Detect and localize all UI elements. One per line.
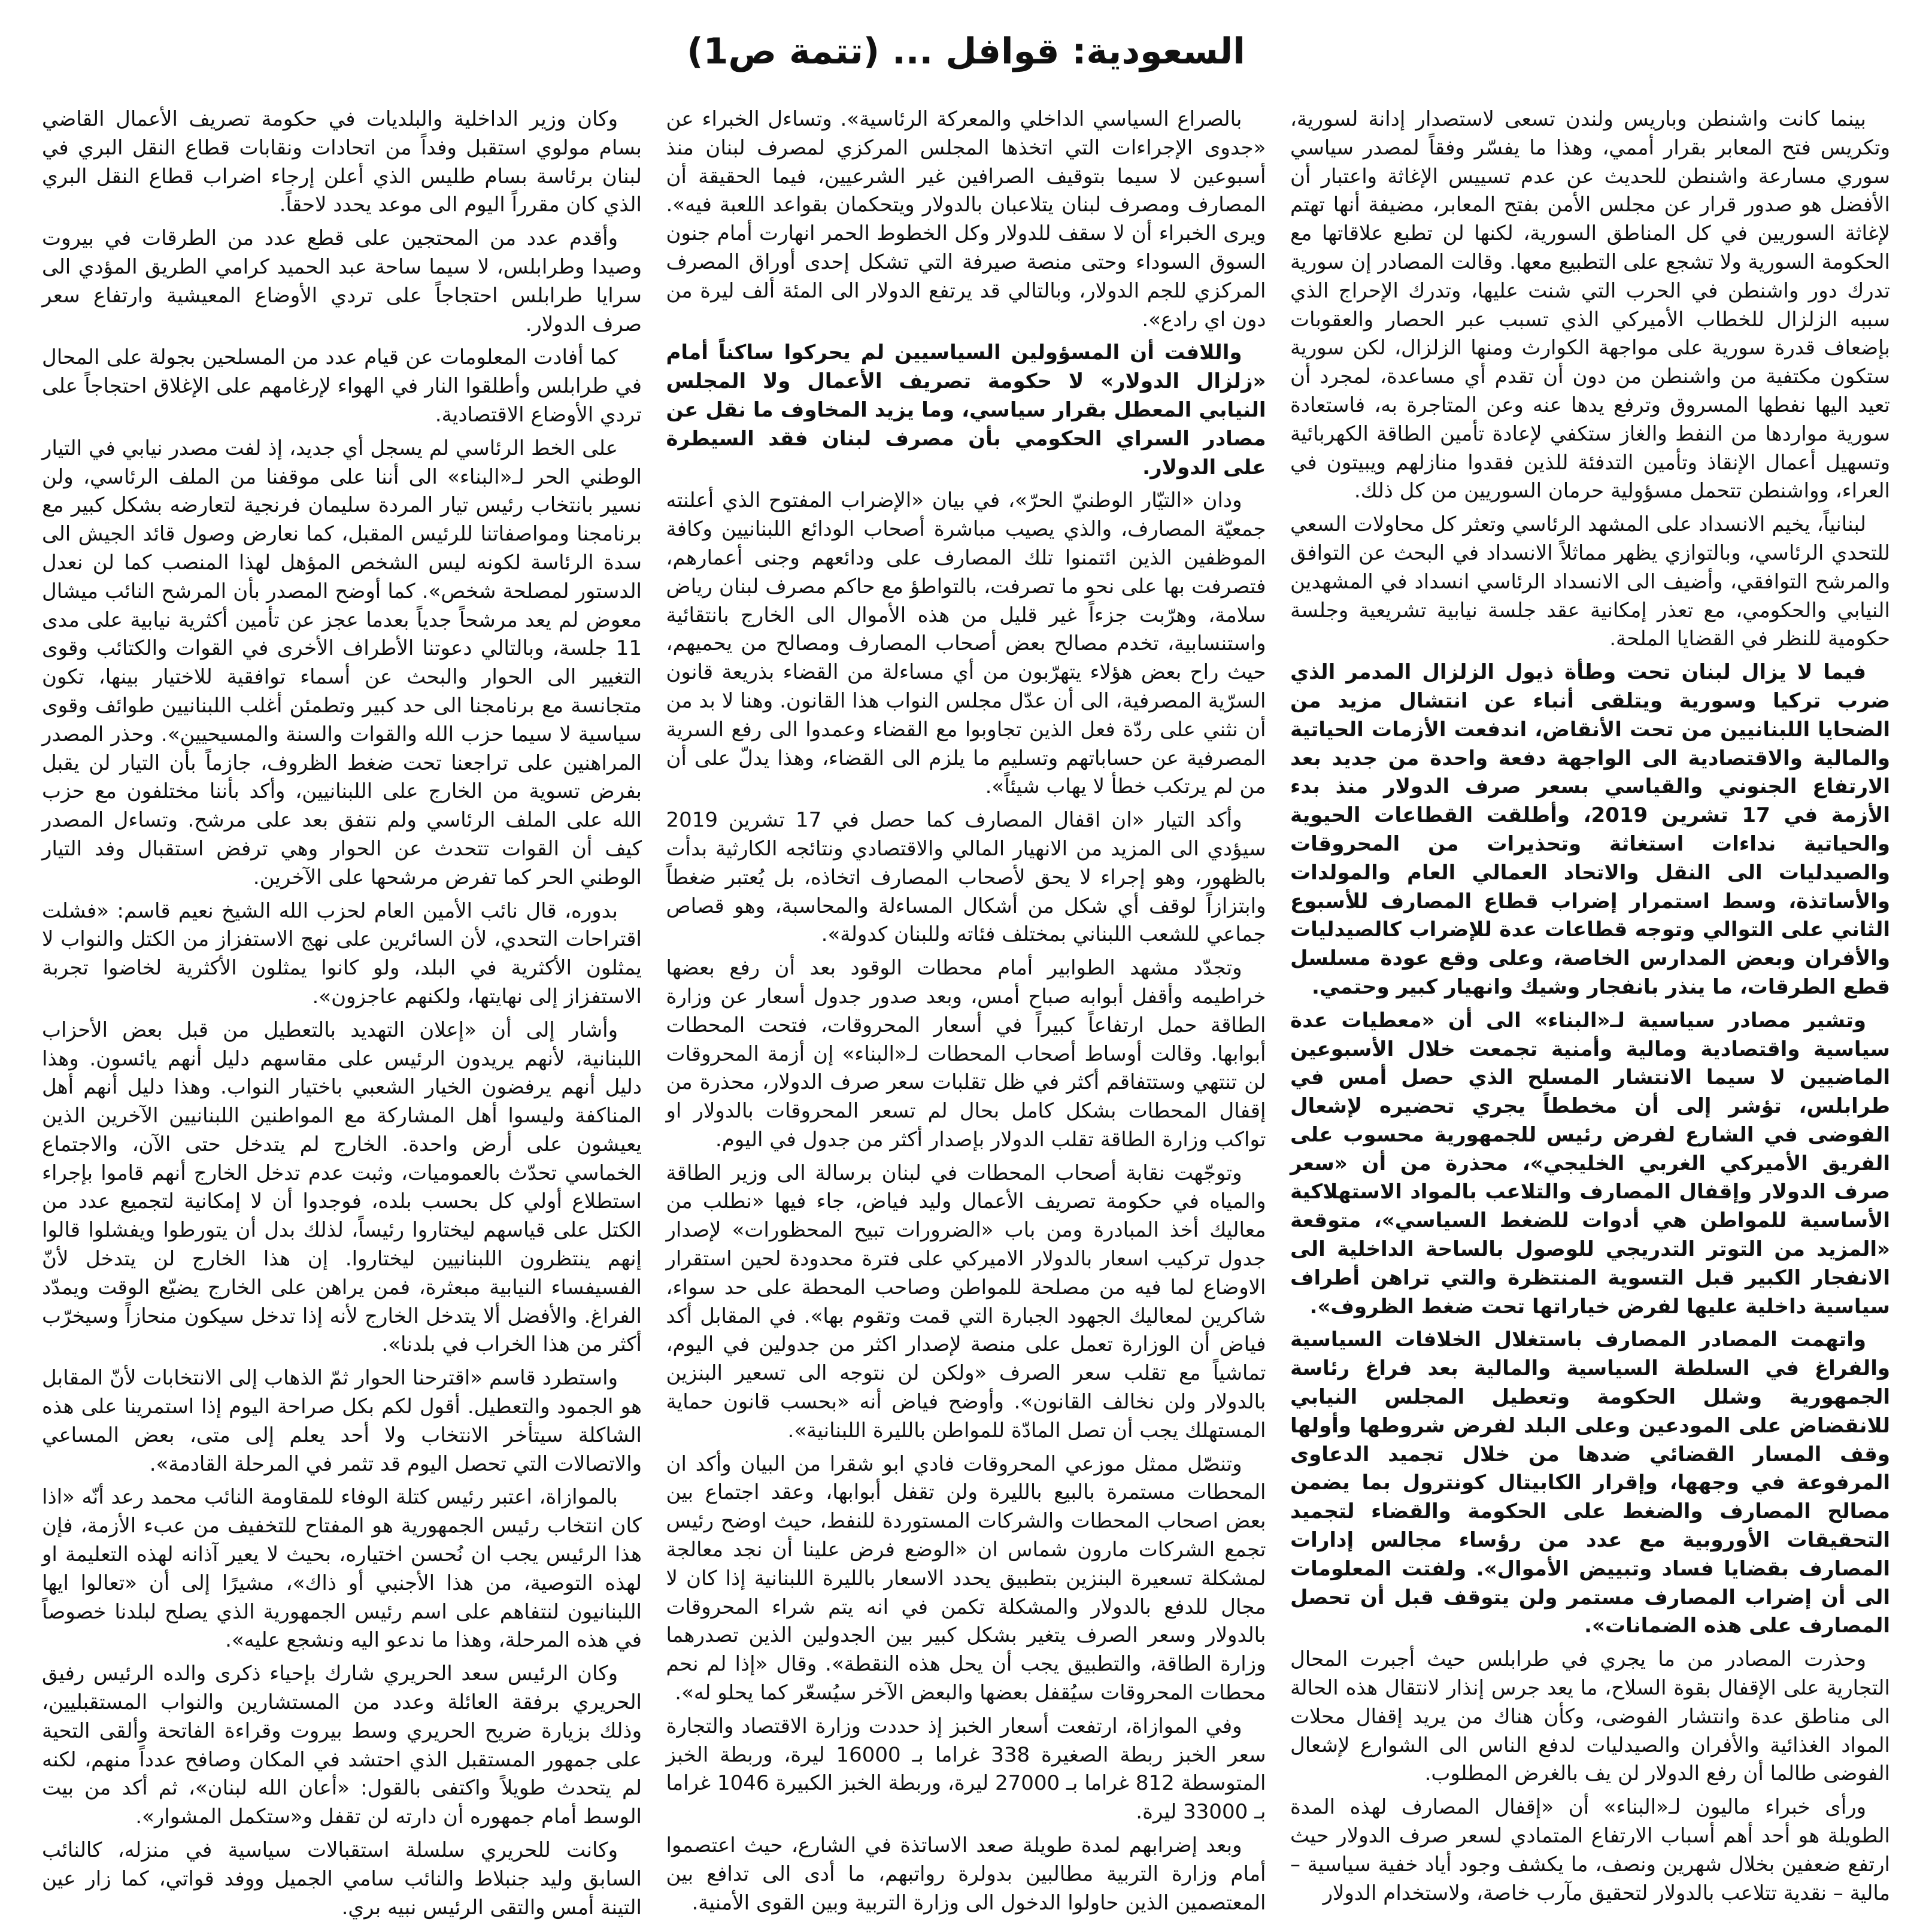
article-paragraph: واتهمت المصادر المصارف باستغلال الخلافات السياسية والفراغ في السلطة السياسية والمالية بعد فراغ رئاسة الجمهورية وشلل الحكومة وتعطيل المجلس النيابي للانقضاض على المودعين وعلى البلد لفرض شروطها وأولها وقف المسار القضائي ضدها من خلال تجميد الدعاوى المرفوعة في وجهها، وإقرار الكابيتال كونترول بما يضمن مصالح المصارف والضغط على الحكومة والقضاء لتجميد التحقيقات الأوروبية مع عدد من رؤساء مجالس إدارات المصارف بقضايا فساد وتبييض الأموال». ولفتت المعلومات الى أن إضراب المصارف مستمر ولن يتوقف قبل أن تحصل المصارف على هذه الضمانات». <box>1290 1328 1890 1638</box>
article-paragraph: وبعد إضرابهم لمدة طويلة صعد الاساتذة في الشارع، حيث اعتصموا أمام وزارة التربية مطالبين بدولرة رواتبهم، ما أدى الى تدافع بين المعتصمين الذين حاولوا الدخول الى وزارة التربية وبين القوى الأمنية. <box>666 1833 1266 1915</box>
article-paragraph: بالصراع السياسي الداخلي والمعركة الرئاسية». وتساءل الخبراء عن «جدوى الإجراءات التي اتخذها المجلس المركزي لمصرف لبنان منذ أسبوعين لا سيما بتوقيف الصرافين غير الشرعيين، فيما الحقيقة أن المصارف ومصرف لبنان يتلاعبان بالدولار ويتحكمان بقواعد اللعبة فيه». ويرى الخبراء أن لا سقف للدولار وكل الخطوط الحمر انهارت أمام جنون السوق السوداء وحتى منصة صيرفة التي تشكل إحدى أوراق المصرف المركزي للجم الدولار، وبالتالي قد يرتفع الدولار الى المئة ألف ليرة من دون اي رادع». <box>666 107 1266 332</box>
article-paragraph: بالموازاة، اعتبر رئيس كتلة الوفاء للمقاومة النائب محمد رعد أنّه «اذا كان انتخاب رئيس الجمهورية هو المفتاح للتخفيف من عبء الأزمة، فإن هذا الرئيس يجب ان نُحسن اختياره، بحيث لا يعير آذانه لهذه التعليمة او لهذه التوصية، من هذا الأجنبي أو ذاك»، مشيرًا إلى أن «تعالوا ايها اللبنانيون لنتفاهم على اسم رئيس الجمهورية الذي يصلح لبلدنا خصوصاً في هذه المرحلة، وهذا ما ندعو اليه ونشجع عليه». <box>42 1485 642 1653</box>
article-column-middle <box>666 105 1266 1915</box>
article-paragraph: واللافت أن المسؤولين السياسيين لم يحركوا ساكناً أمام «زلزال الدولار» لا حكومة تصريف الأعمال ولا المجلس النيابي المعطل بقرار سياسي، وما يزيد المخاوف ما نقل عن مصادر السراي الحكومي بأن مصرف لبنان فقد السيطرة على الدولار. <box>666 341 1266 479</box>
article-column-left <box>42 105 642 1920</box>
article-paragraph: لبنانياً، يخيم الانسداد على المشهد الرئاسي وتعثر كل محاولات السعي للتحدي الرئاسي، وبالتوازي يظهر مماثلاً الانسداد في البحث عن التوافق والمرشح التوافقي، وأضيف الى الانسداد الرئاسي انسداد في المشهدين النيابي والحكومي، مع تعذر إمكانية عقد جلسة نيابية تشريعية وجلسة حكومية للنظر في القضايا الملحة. <box>1290 512 1890 651</box>
article-paragraph: وفي الموازاة، ارتفعت أسعار الخبز إذ حددت وزارة الاقتصاد والتجارة سعر الخبز ربطة الصغيرة 338 غراما بـ 16000 ليرة، وربطة الخبز المتوسطة 812 غراما بـ 27000 ليرة، وربطة الخبز الكبيرة 1046 غراما بـ 33000 ليرة. <box>666 1714 1266 1824</box>
article-paragraph: وأكد التيار «ان اقفال المصارف كما حصل في 17 تشرين 2019 سيؤدي الى المزيد من الانهيار المالي والاقتصادي ونتائجه الكارثية بدأت بالظهور، وهو إجراء لا يحق لأصحاب المصارف اتخاذه، بل يُعتبر ضغطاً وابتزازاً لوقف أي شكل من أشكال المساءلة والمحاسبة، وهو قصاص جماعي للشعب اللبناني بمختلف فئاته وللبنان كدولة». <box>666 808 1266 947</box>
article-paragraph: وأشار إلى أن «إعلان التهديد بالتعطيل من قبل بعض الأحزاب اللبنانية، لأنهم يريدون الرئيس على مقاسهم دليل أنهم يائسون. وهذا دليل أنهم يرفضون الخيار الشعبي باختيار النواب. وهذا دليل أنهم أهل المناكفة وليسوا أهل المشاركة مع المواطنين اللبنانيين الآخرين الذين يعيشون على أرض واحدة. الخارج لم يتدخل حتى الآن، والاجتماع الخماسي تحدّث بالعموميات، وثبت عدم تدخل الخارج أنهم قاموا بإجراء استطلاع أولي كل بحسب بلده، فوجدوا أن لا إمكانية لتجميع عدد من الكتل على قياسهم ليختاروا رئيساً، لذلك بدل أن يتورطوا ويفشلوا قالوا إنهم ينتظرون اللبنانيين ليختاروا. إن هذا الخارج لن يتدخل لأنّ الفسيفساء النيابية مبعثرة، فمن يراهن على الخارج يضيّع الوقت ويمدّد الفراغ. والأفضل ألا يتدخل الخارج لأنه إذا تدخل سيكون منحازاً وسيخرّب أكثر من هذا الخراب في بلدنا». <box>42 1018 642 1357</box>
article-paragraph: وكان وزير الداخلية والبلديات في حكومة تصريف الأعمال القاضي بسام مولوي استقبل وفداً من اتحادات ونقابات قطاع النقل البري في لبنان برئاسة بسام طليس الذي أعلن إرجاء اضراب قطاع النقل البري الذي كان مقرراً اليوم الى موعد يحدد لاحقاً. <box>42 107 642 217</box>
article-paragraph: وكانت للحريري سلسلة استقبالات سياسية في منزله، كالنائب السابق وليد جنبلاط والنائب سامي الجميل ووفد قواتي، كما زار عين التينة أمس والتقى الرئيس نبيه بري. <box>42 1838 642 1920</box>
article-paragraph: ودان «التيّار الوطنيّ الحرّ»، في بيان «الإضراب المفتوح الذي أعلنته جمعيّة المصارف، والذي يصيب مباشرة أصحاب الودائع اللبنانيين وكافة الموظفين الذين ائتمنوا تلك المصارف على ودائعهم وجنى أعمارهم، فتصرفت بها على نحو ما تصرفت، بالتواطؤ مع حاكم مصرف لبنان رياض سلامة، وهرّبت جزءاً غير قليل من هذه الأموال الى الخارج بانتقائية واستنسابية، تخدم مصالح بعض أصحاب المصارف ومصالح من يحميهم، حيث راح بعض هؤلاء يتهرّبون من أي مساءلة من القضاء بذريعة قانون السرّية المصرفية، الى أن عدّل مجلس النواب هذا القانون. وهنا لا بد من أن نثني على ردّة فعل الذين تجاوبوا مع القضاء وعمدوا الى رفع السرية المصرفية عن حساباتهم وتسليم ما يلزم الى القضاء، وهذا يدلّ على أن من لم يرتكب خطأ لا يهاب شيئاً». <box>666 488 1266 799</box>
article-column-right <box>1290 105 1890 1905</box>
article-paragraph: بينما كانت واشنطن وباريس ولندن تسعى لاستصدار إدانة لسورية، وتكريس فتح المعابر بقرار أممي، وهذا ما يفسّر وفقاً لمصدر سياسي سوري مسارعة واشنطن للحديث عن عدم تسييس الإغاثة واعتبار أن الأفضل هو صدور قرار عن مجلس الأمن بفتح المعابر، مضيفة أنها تهتم لإغاثة السوريين في كل المناطق السورية، لكنها لن تطبع علاقاتها مع الحكومة السورية ولا تشجع على التطبيع معها. وقالت المصادر إن سورية تدرك دور واشنطن في الحرب التي شنت عليها، وتدرك الإحراج الذي سببه الزلزال للخطاب الأميركي الذي تسبب عبر الحصار والعقوبات بإضعاف قدرة سورية على مواجهة الكوارث ومنها الزلزال، لكن سورية ستكون مكتفية من واشنطن من دون أن تقدم أي مساعدة، لمجرد أن تعيد اليها نفطها المسروق وترفع يدها عنه وعن المتاجرة به، فاستعادة سورية مواردها من النفط والغاز ستكفي لإعادة تأمين الطاقة الكهربائية وتسهيل أعمال الإنقاذ وتأمين التدفئة للذين فقدوا منازلهم ويبيتون في العراء، وواشنطن تتحمل مسؤولية حرمان السوريين من كل ذلك. <box>1290 107 1890 503</box>
article-paragraph: وكان الرئيس سعد الحريري شارك بإحياء ذكرى والده الرئيس رفيق الحريري برفقة العائلة وعدد من المستشارين والنواب المستقبليين، وذلك بزيارة ضريح الحريري وسط بيروت وقراءة الفاتحة وألقى التحية على جمهور المستقبل الذي احتشد في المكان وصافح عدداً منهم، لكنه لم يتحدث طويلاً واكتفى بالقول: «أعان الله لبنان»، ثم أكد من بيت الوسط أمام جمهوره أن دارته لن تقفل و«ستكمل المشوار». <box>42 1662 642 1829</box>
article-paragraph: ورأى خبراء ماليون لـ«البناء» أن «إقفال المصارف لهذه المدة الطويلة هو أحد أهم أسباب الارتفاع المتمادي لسعر صرف الدولار حيث ارتفع ضعفين بخلال شهرين ونصف، ما يكشف وجود أياد خفية سياسية – مالية – نقدية تتلاعب بالدولار لتحقيق مآرب خاصة، ولاستخدام الدولار <box>1290 1795 1890 1905</box>
article-paragraph: وتنصّل ممثل موزعي المحروقات فادي ابو شقرا من البيان وأكد ان المحطات مستمرة بالبيع بالليرة ولن تقفل أبوابها، وعقد اجتماع بين بعض اصحاب المحطات والشركات المستوردة للنفط، حيث اوضح رئيس تجمع الشركات مارون شماس ان «الوضع فرض علينا أن نجد معالجة لمشكلة تسعيرة البنزين بتطبيق يحدد الاسعار بالليرة اللبنانية إذا كان لا مجال للدفع بالدولار والمشكلة تكمن في انه يتم شراء المحروقات بالدولار وسعر الصرف يتغير بشكل كبير بين الجدولين الذين تصدرهما وزارة الطاقة، والتطبيق يجب أن يحل هذه النقطة». وقال «إذا لم نحم محطات المحروقات سيُقفل بعضها والبعض الآخر سيُسعّر كما يحلو له». <box>666 1452 1266 1705</box>
article-paragraph: وأقدم عدد من المحتجين على قطع عدد من الطرقات في بيروت وصيدا وطرابلس، لا سيما ساحة عبد الحميد كرامي الطريق المؤدي الى سرايا طرابلس احتجاجاً على تردي الأوضاع المعيشية وارتفاع سعر صرف الدولار. <box>42 226 642 336</box>
article-paragraph: على الخط الرئاسي لم يسجل أي جديد، إذ لفت مصدر نيابي في التيار الوطني الحر لـ«البناء» الى أننا على موقفنا من الملف الرئاسي، ولن نسير بانتخاب رئيس تيار المردة سليمان فرنجية لتعارضه بشكل كبير مع برنامجنا ومواصفاتنا للرئيس المقبل، كما نعارض وصول قائد الجيش الى سدة الرئاسة لكونه ليس الشخص المؤهل لهذا المنصب كما لن نعدل الدستور لمصلحة شخص». كما أوضح المصدر بأن المرشح النائب ميشال معوض لم يعد مرشحاً جدياً بعدما عجز عن تأمين أكثرية نيابية على مدى 11 جلسة، وبالتالي دعوتنا الأطراف الأخرى في القوات والكتائب وقوى التغيير الى الحوار والبحث عن أسماء توافقية للاختيار بينها، تكون متجانسة مع برنامجنا الى حد كبير وتطمئن أغلب اللبنانيين طوائف وقوى سياسية لا سيما حزب الله والقوات والسنة والمسيحيين». وحذر المصدر المراهنين على تراجعنا تحت ضغط الظروف، جازماً بأن التيار لن يقبل بفرض تسوية من الخارج على اللبنانيين، وأكد بأننا مختلفون مع حزب الله على الملف الرئاسي ولم نتفق بعد على مرشح. وتساءل المصدر كيف أن القوات تتحدث عن الحوار وهي ترفض استقبال وفد التيار الوطني الحر كما تفرض مرشحها على الآخرين. <box>42 436 642 889</box>
article-paragraph: بدوره، قال نائب الأمين العام لحزب الله الشيخ نعيم قاسم: «فشلت اقتراحات التحدي، لأن السائرين على نهج الاستفزاز من الكتل والنواب لا يمثلون الأكثرية في البلد، ولو كانوا يمثلون الأكثرية لخاضوا تجربة الاستفزاز إلى نهايتها، ولكنهم عاجزون». <box>42 898 642 1009</box>
article-paragraph: فيما لا يزال لبنان تحت وطأة ذيول الزلزال المدمر الذي ضرب تركيا وسورية ويتلقى أنباء عن انتشال مزيد من الضحايا اللبنانيين من تحت الأنقاض، اندفعت الأزمات الحياتية والمالية والاقتصادية الى الواجهة دفعة واحدة من جديد بعد الارتفاع الجنوني والقياسي بسعر صرف الدولار منذ بدء الأزمة في 17 تشرين 2019، وأطلقت القطاعات الحيوية والحياتية نداءات استغاثة وتحذيرات من المحروقات والصيدليات الى النقل والاتحاد العمالي العام والمولدات والأساتذة، وسط استمرار إضراب قطاع المصارف للأسبوع الثاني على التوالي وتوجه قطاعات عدة للإضراب كالصيدليات والأفران وبعض المدارس الخاصة، وعلى وقع عودة مسلسل قطع الطرقات، ما ينذر بانفجار وشيك وانهيار كبير وحتمي. <box>1290 660 1890 999</box>
article-paragraph: وحذرت المصادر من ما يجري في طرابلس حيث أجبرت المحال التجارية على الإقفال بقوة السلاح، ما يعد جرس إنذار لانتقال هذه الحالة الى مناطق عدة وانتشار الفوضى، وكأن هناك من يريد إقفال محلات المواد الغذائية والأفران والصيدليات لدفع الناس الى الشوارع لإشعال الفوضى طالما أن رفع الدولار لن يف بالغرض المطلوب. <box>1290 1647 1890 1786</box>
article-paragraph: وتشير مصادر سياسية لـ«البناء» الى أن «معطيات عدة سياسية واقتصادية ومالية وأمنية تجمعت خلال الأسبوعين الماضيين لا سيما الانتشار المسلح الذي حصل أمس في طرابلس، تؤشر إلى أن مخططاً يجري تحضيره لإشعال الفوضى في الشارع لفرض رئيس للجمهورية محسوب على الفريق الأميركي الغربي الخليجي»، محذرة من أن «سعر صرف الدولار وإقفال المصارف والتلاعب بالمواد الاستهلاكية الأساسية للمواطن هي أدوات للضغط السياسي»، متوقعة «المزيد من التوتر التدريجي للوصول بالساحة الداخلية الى الانفجار الكبير قبل التسوية المنتظرة والتي تراهن أطراف سياسية داخلية عليها لفرض خياراتها تحت ضغط الظروف». <box>1290 1008 1890 1319</box>
article-headline: السعودية: قوافل ... (تتمة ص1) <box>687 31 1245 72</box>
article-columns <box>42 105 1890 1920</box>
article-paragraph: وتوجّهت نقابة أصحاب المحطات في لبنان برسالة الى وزير الطاقة والمياه في حكومة تصريف الأعمال وليد فياض، جاء فيها «نطلب من معاليك أخذ المبادرة ومن باب «الضرورات تبيح المحظورات» لإصدار جدول تركيب اسعار بالدولار الاميركي على فترة محدودة لحين استقرار الاوضاع لما فيه من مصلحة للمواطن وصاحب المحطة على حد سواء، شاكرين لمعاليك الجهود الجبارة التي قمت وتقوم بها». في المقابل أكد فياض أن الوزارة تعمل على منصة لإصدار اكثر من جدولين في اليوم، تماشياً مع تقلب سعر الصرف «ولكن لن نتوجه الى تسعير البنزين بالدولار ولن نخالف القانون». وأوضح فياض أنه «بحسب قانون حماية المستهلك يجب أن تصل المادّة للمواطن بالليرة اللبنانية». <box>666 1161 1266 1443</box>
article-paragraph: واستطرد قاسم «اقترحنا الحوار ثمّ الذهاب إلى الانتخابات لأنّ المقابل هو الجمود والتعطيل. أقول لكم بكل صراحة اليوم إذا استمرينا على هذه الشاكلة سيتأخر الانتخاب ولا أحد يعلم إلى متى، بعض المساعي والاتصالات التي تحصل اليوم قد تثمر في المرحلة القادمة». <box>42 1366 642 1476</box>
article-paragraph: كما أفادت المعلومات عن قيام عدد من المسلحين بجولة على المحال في طرابلس وأطلقوا النار في الهواء لإرغامهم على الإغلاق احتجاجاً على تردي الأوضاع الاقتصادية. <box>42 345 642 427</box>
article-paragraph: وتجدّد مشهد الطوابير أمام محطات الوقود بعد أن رفع بعضها خراطيمه وأقفل أبوابه صباح أمس، وبعد صدور جدول أسعار عن وزارة الطاقة حمل ارتفاعاً كبيراً في أسعار المحروقات، فتحت المحطات أبوابها. وقالت أوساط أصحاب المحطات لـ«البناء» إن أزمة المحروقات لن تنتهي وستتفاقم أكثر في ظل تقلبات سعر صرف الدولار، محذرة من إقفال المحطات بشكل كامل بحال لم تسعر المحروقات بالدولار او تواكب وزارة الطاقة تقلب الدولار بإصدار أكثر من جدول في اليوم. <box>666 956 1266 1152</box>
